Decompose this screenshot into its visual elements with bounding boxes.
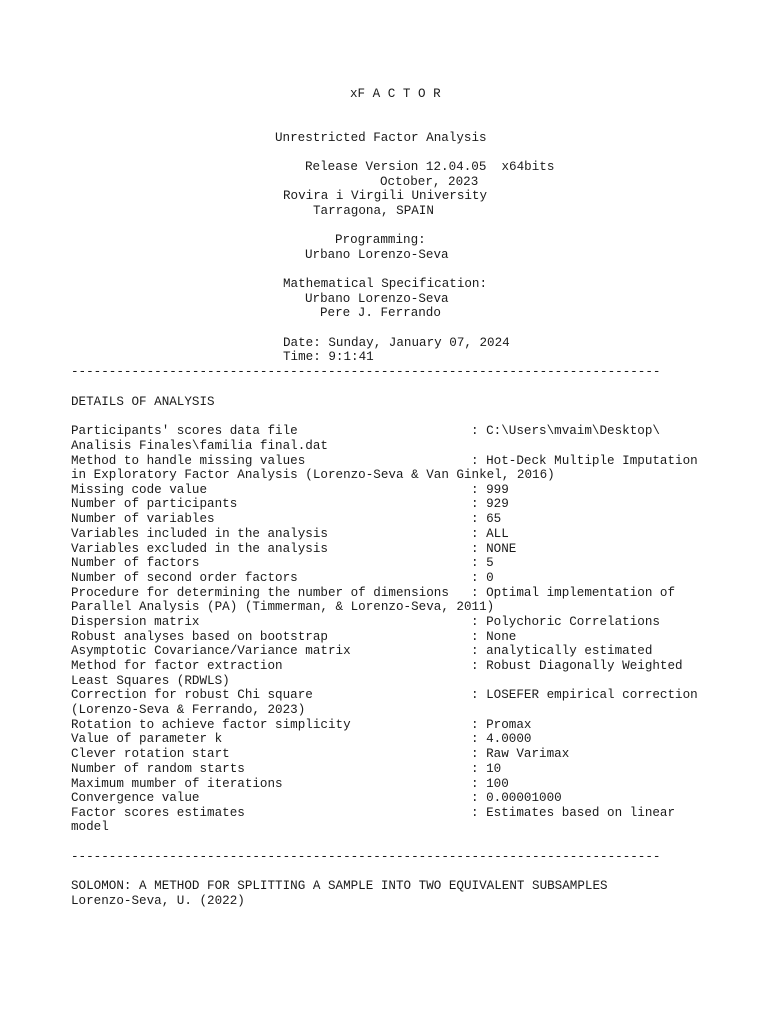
detail-label: Number of participants bbox=[71, 497, 238, 511]
solomon-title: SOLOMON: A METHOD FOR SPLITTING A SAMPLE INTO TWO EQUIVALENT SUBSAMPLES bbox=[71, 879, 608, 893]
detail-label: Number of second order factors bbox=[71, 571, 298, 585]
detail-value: : Hot-Deck Multiple Imputation bbox=[471, 454, 698, 468]
detail-label: Rotation to achieve factor simplicity bbox=[71, 718, 351, 732]
detail-continuation: Least Squares (RDWLS) bbox=[71, 674, 230, 688]
detail-value: : Robust Diagonally Weighted bbox=[471, 659, 683, 673]
detail-label: Variables excluded in the analysis bbox=[71, 542, 328, 556]
programming-author: Urbano Lorenzo-Seva bbox=[305, 248, 449, 262]
detail-label: Correction for robust Chi square bbox=[71, 688, 313, 702]
detail-label: Variables included in the analysis bbox=[71, 527, 328, 541]
detail-label: Method to handle missing values bbox=[71, 454, 306, 468]
run-date: Date: Sunday, January 07, 2024 bbox=[283, 336, 510, 350]
detail-label: Robust analyses based on bootstrap bbox=[71, 630, 328, 644]
detail-label: Factor scores estimates bbox=[71, 806, 245, 820]
detail-value: : 4.0000 bbox=[471, 732, 532, 746]
detail-value: : 65 bbox=[471, 512, 502, 526]
detail-value: : Optimal implementation of bbox=[471, 586, 676, 600]
detail-value: : 100 bbox=[471, 777, 509, 791]
detail-value: : 0 bbox=[471, 571, 494, 585]
detail-value: : 999 bbox=[471, 483, 509, 497]
detail-value: : Promax bbox=[471, 718, 532, 732]
separator-line: ------------------------------------------------------------------------------ bbox=[71, 365, 661, 379]
detail-value: : None bbox=[471, 630, 517, 644]
solomon-citation: Lorenzo-Seva, U. (2022) bbox=[71, 894, 245, 908]
detail-label: Value of parameter k bbox=[71, 732, 223, 746]
university: Rovira i Virgili University bbox=[283, 189, 488, 203]
detail-value: : NONE bbox=[471, 542, 517, 556]
detail-continuation: Analisis Finales\familia final.dat bbox=[71, 439, 328, 453]
detail-value: : C:\Users\mvaim\Desktop\ bbox=[471, 424, 660, 438]
programming-label: Programming: bbox=[335, 233, 426, 247]
detail-value: : 929 bbox=[471, 497, 509, 511]
detail-value: : LOSEFER empirical correction bbox=[471, 688, 698, 702]
detail-label: Number of factors bbox=[71, 556, 200, 570]
detail-continuation: in Exploratory Factor Analysis (Lorenzo-Seva & Van Ginkel, 2016) bbox=[71, 468, 555, 482]
detail-continuation: model bbox=[71, 820, 109, 834]
detail-value: : 10 bbox=[471, 762, 502, 776]
detail-value: : 5 bbox=[471, 556, 494, 570]
detail-value: : Raw Varimax bbox=[471, 747, 570, 761]
city: Tarragona, SPAIN bbox=[313, 204, 434, 218]
math-spec-label: Mathematical Specification: bbox=[283, 277, 488, 291]
detail-label: Missing code value bbox=[71, 483, 208, 497]
release-date: October, 2023 bbox=[380, 175, 479, 189]
detail-label: Clever rotation start bbox=[71, 747, 230, 761]
detail-label: Number of random starts bbox=[71, 762, 245, 776]
release-version: Release Version 12.04.05 x64bits bbox=[305, 160, 555, 174]
detail-value: : 0.00001000 bbox=[471, 791, 562, 805]
separator-line: ------------------------------------------------------------------------------ bbox=[71, 850, 661, 864]
detail-label: Maximum mumber of iterations bbox=[71, 777, 283, 791]
detail-value: : analytically estimated bbox=[471, 644, 653, 658]
detail-label: Convergence value bbox=[71, 791, 200, 805]
math-spec-author-1: Urbano Lorenzo-Seva bbox=[305, 292, 449, 306]
detail-continuation: (Lorenzo-Seva & Ferrando, 2023) bbox=[71, 703, 306, 717]
detail-label: Number of variables bbox=[71, 512, 215, 526]
math-spec-author-2: Pere J. Ferrando bbox=[320, 306, 441, 320]
program-subtitle: Unrestricted Factor Analysis bbox=[275, 131, 487, 145]
detail-label: Dispersion matrix bbox=[71, 615, 200, 629]
run-time: Time: 9:1:41 bbox=[283, 350, 374, 364]
detail-value: : Polychoric Correlations bbox=[471, 615, 660, 629]
detail-label: Method for factor extraction bbox=[71, 659, 283, 673]
detail-label: Procedure for determining the number of dimensions bbox=[71, 586, 449, 600]
detail-value: : Estimates based on linear bbox=[471, 806, 676, 820]
program-title: xF A C T O R bbox=[350, 87, 441, 101]
details-heading: DETAILS OF ANALYSIS bbox=[71, 395, 215, 409]
detail-label: Participants' scores data file bbox=[71, 424, 298, 438]
detail-value: : ALL bbox=[471, 527, 509, 541]
detail-label: Asymptotic Covariance/Variance matrix bbox=[71, 644, 351, 658]
detail-continuation: Parallel Analysis (PA) (Timmerman, & Lorenzo-Seva, 2011) bbox=[71, 600, 495, 614]
